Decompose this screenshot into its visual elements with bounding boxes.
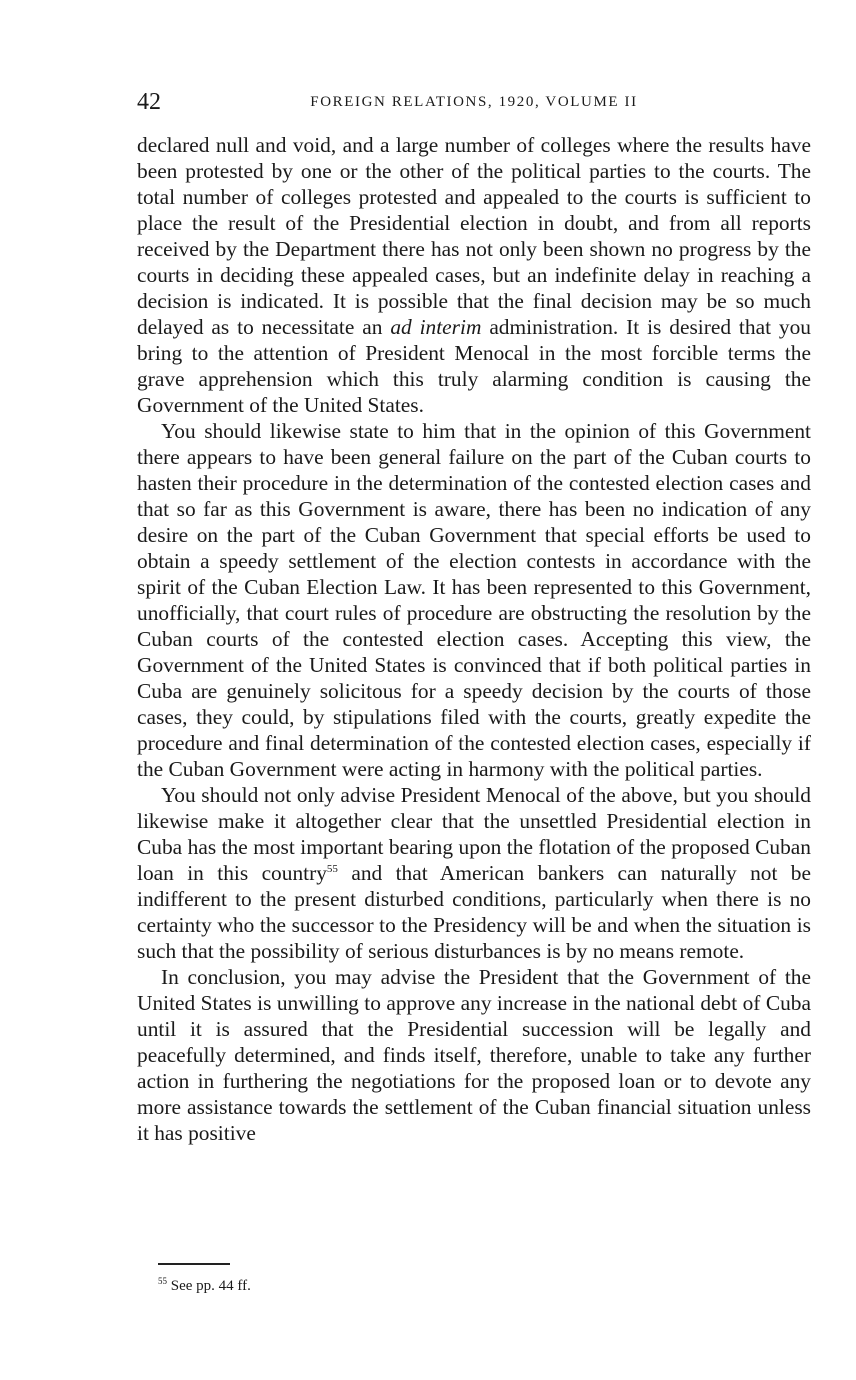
paragraph-3 [137,782,811,964]
page-number: 42 [137,89,161,115]
paragraph-4: In conclusion, you may advise the President that the Government of the United States is unwilling to approve any increase in the national debt of Cuba until it is assured that the Presidential succession will be legally and peacefully determined, and finds itself, therefore, unable to take any further action in furthering the negotiations for the proposed loan or to devote any more assistance towards the settlement of the Cuban financial situation unless it has positive [137,965,811,1145]
paragraph-3-end: and that American bankers can naturally not be indifferent to the present disturbed conditions, particularly when there is no certainty who the successor to the Presidency will be and when the situation is such that the possibility of serious disturbances is by no means remote. [137,861,811,963]
paragraph-2: You should likewise state to him that in the opinion of this Government there appears to have been general failure on the part of the Cuban courts to hasten their procedure in the determination of the contested election cases and that so far as this Government is aware, there has been no indication of any desire on the part of the Cuban Government that special efforts be used to obtain a speedy settlement of the election contests in accordance with the spirit of the Cuban Election Law. It has been represented to this Government, unofficially, that court rules of procedure are obstructing the resolution by the Cuban courts of the contested election cases. Accepting this view, the Government of the United States is convinced that if both political parties in Cuba are genuinely solicitous for a speedy decision by the courts of those cases, they could, by stipulations filed with the courts, greatly expedite the procedure and final determination of the contested election cases, especially if the Cuban Government were acting in harmony with the political parties. [137,419,811,781]
paragraph-1-end: administration. It is desired that you bring to the attention of President Menocal in the most forcible terms the grave apprehension which this truly alarming condition is causing the Government of the United States. [137,315,811,417]
footnote-reference[interactable]: 55 [326,862,338,875]
paragraph-3-text: You should not only advise President Menocal of the above, but you should likewise make it altogether clear that the unsettled Presidential election in Cuba has the most important bearing upon the flotation of the proposed Cuban loan in this country [137,783,811,885]
footnote-divider [158,1263,230,1265]
page-header [137,88,811,116]
paragraph-1-text: declared null and void, and a large number of colleges where the results have been protested by one or the other of the political parties to the courts. The total number of colleges protested and appealed to the courts is sufficient to place the result of the Presidential election in doubt, and from all reports received by the Department there has not only been shown no progress by the courts in deciding these appealed cases, but an indefinite delay in reaching a decision is indicated. It is possible that the final decision may be so much delayed as to necessitate an [137,133,811,339]
running-head: FOREIGN RELATIONS, 1920, VOLUME II [310,94,638,110]
footnote-marker: 55 [158,1276,167,1286]
footnote-text: See pp. 44 ff. [170,1278,251,1294]
footnote [158,1276,251,1296]
paragraph-1-italic: ad interim [390,315,482,339]
document-body [137,132,811,1146]
paragraph-1 [137,132,811,418]
